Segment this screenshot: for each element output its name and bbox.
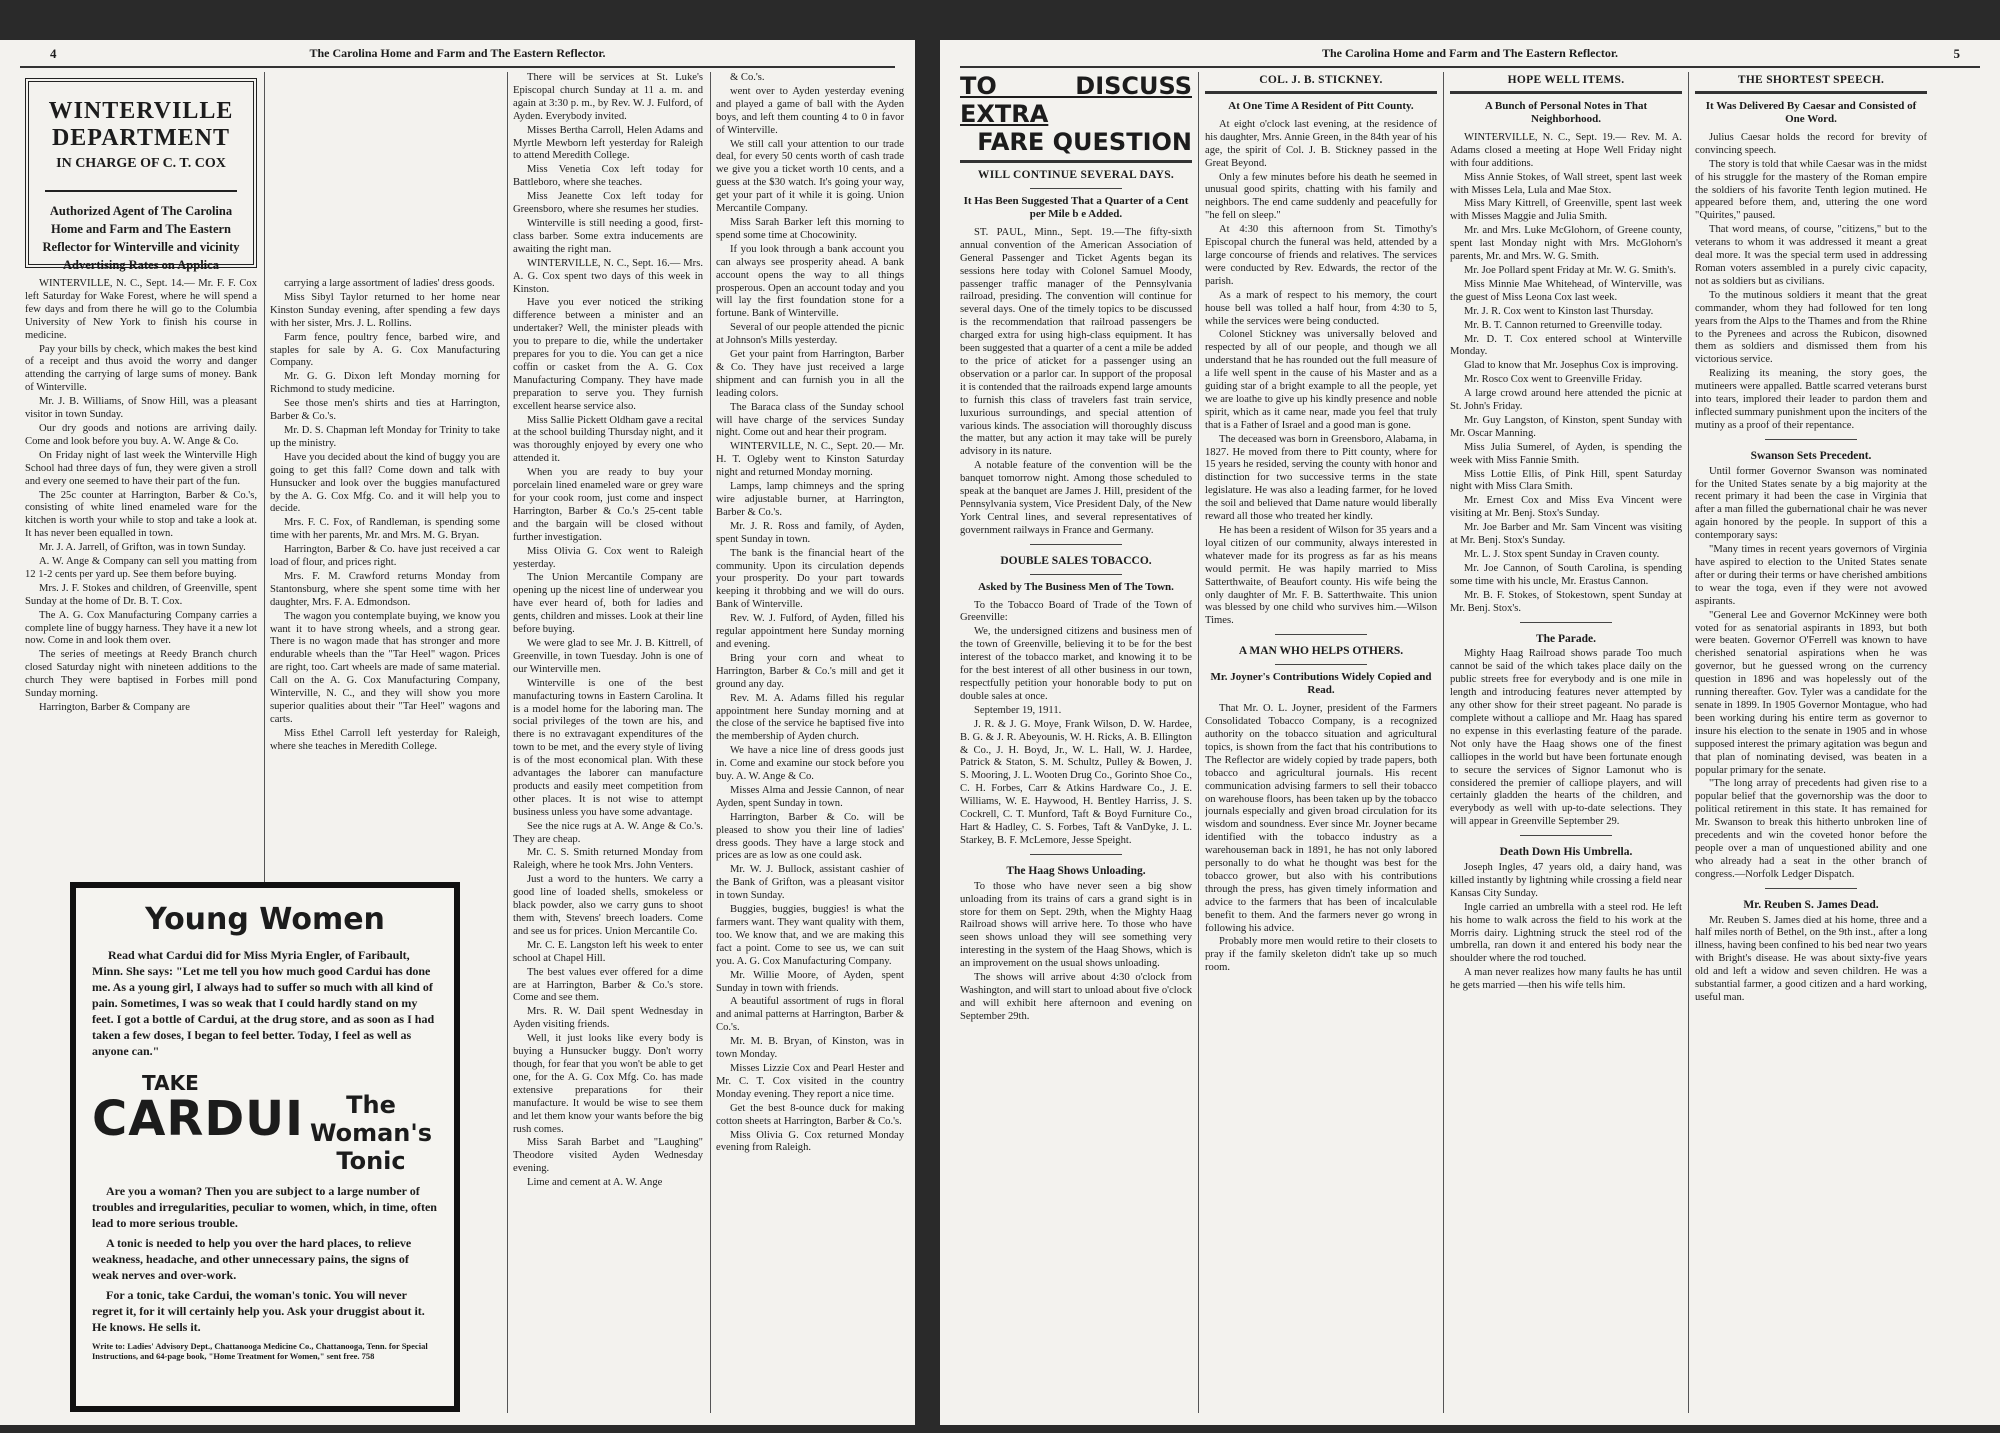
paragraph: A man never realizes how many faults he has until he gets married —then his wife tells him. — [1450, 967, 1682, 992]
box-divider — [45, 190, 237, 192]
headline-rule — [960, 160, 1192, 163]
article-headline: THE SHORTEST SPEECH. — [1737, 74, 1885, 86]
paragraph: Miss Jeanette Cox left today for Greensboro, where she resumes her studies. — [513, 191, 703, 216]
paragraph: Mrs. F. M. Crawford returns Monday from Stantonsburg, where she spent some time with her daughter, Mrs. F. A. Edmondson. — [270, 570, 500, 608]
headline-rule — [1205, 91, 1437, 94]
headline-rule — [1450, 91, 1682, 94]
column-rule — [1443, 72, 1444, 1413]
section-title: The Haag Shows Unloading. — [1006, 864, 1146, 877]
paragraph: Harrington, Barber & Co. have just received a car load of flour, and prices right. — [270, 544, 500, 569]
column-paragraphs — [25, 278, 257, 715]
paragraph: On Friday night of last week the Winterville High School had three days of fun, they were given a stroll and every one seemed to have their part of the fun. — [25, 449, 257, 487]
paragraph: Mr. Guy Langston, of Kinston, spent Sunday with Mr. Oscar Manning. — [1450, 414, 1682, 439]
ad-tonic-label — [304, 1091, 438, 1175]
paragraph: WINTERVILLE, N. C., Sept. 20.— Mr. H. T. Ogleby went to Kinston Saturday night and returned Monday morning. — [716, 441, 904, 479]
right-column-1 — [960, 72, 1192, 1413]
paragraph: Get the best 8-ounce duck for making cotton sheets at Harrington, Barber & Co.'s. — [716, 1102, 904, 1127]
paragraph: A. W. Ange & Company can sell you matting from 12 1-2 cents per yard up. See them before buying. — [25, 556, 257, 580]
divider — [1030, 574, 1123, 575]
paragraph: Misses Bertha Carroll, Helen Adams and Myrtle Mewborn left yesterday for Raleigh to attend Meredith College. — [513, 124, 703, 162]
paragraph: Mr. J. R. Cox went to Kinston last Thursday. — [1464, 305, 1654, 317]
paragraph: Bring your corn and wheat to Harrington, Barber & Co.'s mill and get it ground any day. — [716, 652, 904, 690]
ad-tonic-line2: Woman's Tonic — [309, 1119, 433, 1175]
paragraph: Mr. G. G. Dixon left Monday morning for Richmond to study medicine. — [270, 371, 500, 396]
right-column-3 — [1450, 72, 1682, 1413]
paragraph: J. R. & J. G. Moye, Frank Wilson, D. W. Hardee, B. G. & J. R. Abeyounis, W. H. Ricks, A. B. Ellington & Co., J. H. Boyd, Jr., W. L. Hall, W. J. Hardee, Patrick & Staton, S. M. Schultz, Pulley & Bowen, J. S. Mooring, J. L. Wooten Drug Co., Gorinto Shoe Co., C. H. Forbes, Carr & Atkins Hardware Co., J. E. Williams, W. E. Haywood, H. Bentley Harriss, J. S. Cockrell, C. T. Munford, Taft & Boyd Furniture Co., Hart & Hadley, C. S. Forbes, Taft & VanDyke, J. L. Starkey, B. F. McLemore, Jesse Speight. — [960, 718, 1192, 846]
paragraph: The A. G. Cox Manufacturing Company carries a complete line of buggy harness. They have it a new lot now. Come in and look them over. — [25, 609, 257, 647]
paragraph: The bank is the financial heart of the community. Upon its circulation depends your prosperity. Do your part towards keeping it throbbing and we will do ours. Bank of Winterville. — [716, 547, 904, 611]
page-number: 4 — [50, 46, 57, 61]
paragraph: Rev. W. J. Fulford, of Ayden, filled his regular appointment here Sunday morning and evening. — [716, 613, 904, 650]
paragraph: Mr. Joe Barber and Mr. Sam Vincent was visiting at Mr. Benj. Stox's Sunday. — [1450, 522, 1682, 547]
paragraph: The series of meetings at Reedy Branch church closed Saturday night with nineteen additions to the church They were baptised in Forbes mill pond Sunday morning. — [25, 649, 257, 700]
paragraph: A large crowd around here attended the picnic at St. John's Friday. — [1450, 388, 1682, 413]
divider — [1275, 634, 1368, 635]
column-rule — [1688, 72, 1689, 1413]
paragraph: Ingle carried an umbrella with a steel rod. He left his home to walk across the field to his work at the Morris dairy. Lightning struck the steel rod of the umbrella, ran down it and entered his body near the shoulder where the rod touched. — [1450, 901, 1682, 965]
ad-tonic-line1: The — [346, 1091, 396, 1119]
article-paragraphs — [960, 881, 1192, 1024]
paragraph: Miss Sibyl Taylor returned to her home near Kinston Sunday evening, after spending a few days with her sister, Mrs. J. L. Rollins. — [270, 291, 500, 329]
paragraph: Joseph Ingles, 47 years old, a dairy hand, was killed instantly by lightning while crossing a field near Kansas City Sunday. — [1450, 862, 1682, 899]
paragraph: Mr. J. R. Ross and family, of Ayden, spent Sunday in town. — [716, 520, 904, 545]
divider — [1030, 544, 1123, 545]
paragraph: Until former Governor Swanson was nominated for the United States senate by a big majority at the recent primary it had been the case in Virginia that after a man filled the gubernational chair he was never again honored by the people. In support of this a contemporary says: — [1695, 465, 1927, 542]
paragraph: Have you ever noticed the striking difference between a minister and an undertaker? Well, the minister pleads with you to prepare to die, while the undertaker prepares for you to die. You can get a nice coffin or casket from the A. G. Cox Manufacturing Company. They have made preparation to serve you. They furnish excellent hearse service also. — [513, 297, 703, 412]
paragraph: Harrington, Barber & Co. will be pleased to show you their line of ladies' dress goods. They have a large stock and prices are as low as one could ask. — [716, 811, 904, 862]
paragraph: Mr. L. J. Stox spent Sunday in Craven county. — [1464, 549, 1660, 560]
headline-line1: TO DISCUSS EXTRA — [960, 72, 1192, 128]
article-paragraphs — [1695, 466, 1927, 882]
right-column-4 — [1695, 72, 1927, 1413]
paragraph: Mrs. R. W. Dail spent Wednesday in Ayden visiting friends. — [513, 1006, 703, 1031]
article-paragraphs — [1695, 915, 1927, 1005]
paragraph: The story is told that while Caesar was in the midst of his struggle for the mastery of the Roman empire the soldiers of his favorite Tenth legion mutined. He appeared before them, and, uttering the one word "Quirites," paused. — [1695, 158, 1927, 222]
paragraph: Buggies, buggies, buggies! is what the farmers want. They want quality with them, too. We know that, and we are making this fact a point. Come to see us, we can suit you. A. G. Cox Manufacturing Company. — [716, 904, 904, 967]
subhead: It Has Been Suggested That a Quarter of a Cent per Mile b e Added. — [963, 194, 1189, 220]
paragraph: We still call your attention to our trade deal, for every 50 cents worth of cash trade we give you a ticket worth 10 cents, and a guess at the $30 watch. It's going your way, get your part of it while it is going. Union Mercantile Company. — [716, 138, 904, 215]
paragraph: "Many times in recent years governors of Virginia have aspired to election to the United States senate after or during their terms or have cherished ambitions to wear the toga, even if they were not avowed aspirants. — [1695, 544, 1927, 607]
header-rule — [960, 66, 1980, 68]
paragraph: The Union Mercantile Company are opening up the nicest line of underwear you have ever heard of, both for ladies and gents, children and misses. Look at their line before buying. — [513, 572, 703, 636]
left-newspaper-page — [0, 40, 915, 1425]
paragraph: The deceased was born in Greensboro, Alabama, in 1827. He moved from there to Pitt county, where for 15 years he resided, serving the county with honor and distinction for two successive terms in the state legislature. He was also a leading farmer, for he loved the soil and believed that Dame nature would liberally reward all those who treated her kindly. — [1205, 433, 1437, 523]
section-title: Mr. Reuben S. James Dead. — [1743, 898, 1879, 911]
paragraph: Miss Ethel Carroll left yesterday for Raleigh, where she teaches in Meredith College. — [270, 727, 500, 752]
paragraph: The wagon you contemplate buying, we know you want it to have strong wheels, and a strong gear. There is no wagon made that has stronger and more endurable wheels than the "Tar Heel" wagon. Prices are right, too. Cart wheels are made of same material. Call on the A. G. Cox Manufacturing Company, Winterville, N. C., and they will show you more superior qualities about their "Tar Heel" wagons and carts. — [270, 610, 500, 725]
paragraph: WINTERVILLE, N. C., Sept. 16.— Mrs. A. G. Cox spent two days of this week in Kinston. — [513, 257, 703, 295]
paragraph: Miss Annie Stokes, of Wall street, spent last week with Misses Lela, Lula and Mae Stox. — [1450, 171, 1682, 196]
paragraph: For a tonic, take Cardui, the woman's tonic. You will never regret it, for it will certainly help you. Ask your druggist about it. He knows. He sells it. — [92, 1288, 425, 1334]
headline-rule — [1695, 91, 1927, 94]
divider — [1030, 188, 1123, 189]
article-paragraphs — [1695, 132, 1927, 433]
column-rule — [264, 72, 265, 885]
paragraph: Mr. C. E. Langston left his week to enter school at Chapel Hill. — [513, 939, 703, 964]
paragraph: When you are ready to buy your porcelain lined enameled ware or grey ware for your cook room, just come and inspect Harrington, Barber & Co.'s 25-cent table and the bargain will be closed without further investigation. — [513, 467, 703, 543]
paragraph: The 25c counter at Harrington, Barber & Co.'s, consisting of white lined enameled ware for the kitchen is worth your while to stop and take a look at. It has never been equalled in town. — [25, 489, 257, 540]
paragraph: A tonic is needed to help you over the hard places, to relieve weakness, headache, and other unnecessary pains, the signs of weak nerves and over-work. — [92, 1236, 412, 1282]
paragraph: Winterville is still needing a good, first-class barber. Some extra inducements are awaiting the right man. — [513, 217, 703, 255]
paragraph: A notable feature of the convention will be the banquet tomorrow night. Among those scheduled to speak at the banquet are James J. Hill, president of the Pennsylvania system, Vice President Daly, of the New York Central lines, and several representatives of government railways in France and Germany. — [960, 460, 1192, 536]
paragraph: Lime and cement at A. W. Ange — [527, 1177, 663, 1189]
paragraph: Miss Minnie Mae Whitehead, of Winterville, was the guest of Miss Leona Cox last week. — [1450, 278, 1682, 303]
article-paragraphs — [960, 227, 1192, 538]
paragraph: Misses Alma and Jessie Cannon, of near Ayden, spent Sunday in town. — [716, 784, 904, 809]
section-title: The Parade. — [1535, 632, 1597, 645]
paragraph: Realizing its meaning, the story goes, the mutineers were appalled. Battle scarred veterans burst into tears, implored their leader to pardon them and inflected summary punishment upon the inciters of the mutiny as a proof of their repentance. — [1695, 368, 1927, 431]
left-column-2 — [270, 278, 500, 885]
column-paragraphs — [716, 72, 904, 1155]
paragraph: Probably more men would retire to their closets to pray if the family skeleton didn't take up so much room. — [1205, 936, 1437, 974]
paragraph: Mr. Joe Cannon, of South Carolina, is spending some time with his uncle, Mr. Erastus Cannon. — [1450, 562, 1682, 587]
section-title: A MAN WHO HELPS OTHERS. — [1238, 645, 1404, 658]
paragraph: Mr. Willie Moore, of Ayden, spent Sunday in town with friends. — [716, 969, 904, 994]
ad-testimonial: Read what Cardui did for Miss Myria Engler, of Faribault, Minn. She says: "Let me tell you how much good Cardui has done me. As a young girl, I always had to suffer so much with all kind of pain. Sometimes, I was so weak that I could hardly stand on my feet. I got a bottle of Cardui, at the drug store, and as soon as I had taken a few doses, I began to feel better. Today, I feel as well as anyone can." — [92, 948, 435, 1058]
section-subhead: Mr. Joyner's Contributions Widely Copied and Read. — [1210, 671, 1432, 697]
article-paragraphs — [1450, 648, 1682, 829]
paragraph: Mr. J. A. Jarrell, of Grifton, was in town Sunday. — [39, 542, 246, 554]
paragraph: Are you a woman? Then you are subject to a large number of troubles and irregularities, peculiar to women, which, in time, often lead to more serious trouble. — [92, 1184, 437, 1230]
paragraph: The shows will arrive about 4:30 o'clock from Washington, and will start to unload about five o'clock and will exhibit here afternoon and evening on September 29th. — [960, 972, 1192, 1022]
article-headline: COL. J. B. STICKNEY. — [1259, 74, 1383, 86]
paragraph: That word means, of course, "citizens," but to the veterans to whom it was addressed it meant a great deal more. It was the special term used in addressing Roman voters assembled in a purely civic capacity, not as soldiers but as civilians. — [1695, 224, 1927, 287]
paragraph: Mr. D. T. Cox entered school at Winterville Monday. — [1450, 333, 1682, 358]
right-column-2 — [1205, 72, 1437, 1413]
cardui-advertisement — [70, 882, 460, 1412]
ad-take-label: TAKE — [142, 1071, 199, 1095]
paragraph: We were glad to see Mr. J. B. Kittrell, of Greenville, in town Tuesday. John is one of our Winterville men. — [513, 637, 703, 675]
section-title: Death Down His Umbrella. — [1499, 846, 1633, 859]
paragraph: Harrington, Barber & Company are — [39, 702, 190, 713]
department-description: Authorized Agent of The Carolina Home and Farm and The Eastern Reflector for Winterville and vicinity Advertising Rates on Applica — [42, 204, 240, 272]
paragraph: Only a few minutes before his death he seemed in unusual good spirits, chatting with his family and neighbors. The end came suddenly and peacefully for "he fell on sleep." — [1205, 171, 1437, 222]
paragraph: Mrs. F. C. Fox, of Randleman, is spending some time with her parents, Mr. and Mrs. M. G. Bryan. — [270, 517, 500, 542]
section-title: DOUBLE SALES TOBACCO. — [1000, 554, 1152, 567]
paragraph: Mr. W. J. Bullock, assistant cashier of the Bank of Grifton, was a pleasant visitor in town Sunday. — [716, 864, 904, 902]
paragraph: There will be services at St. Luke's Episcopal church Sunday at 11 a. m. and again at 3:30 p. m., by Rev. W. J. Fulford, of Ayden. Everybody invited. — [513, 72, 703, 122]
paragraph: Mighty Haag Railroad shows parade Too much cannot be said of the which takes place daily on the public streets free for everybody and is one mile in length and introducing features never attempted by any other show for their street pageant. No parade is complete without a calliope and Mr. Haag has spared no expense in this everlasting feature of the parade. Not only have the Haag shows one of the finest calliopes in the world but have been fortunate enough to secure the services of Signor Lamonut who is considered the premier of calliope players, and will certainly gladden the hearts of the children, and everybody as well with up-to-date selections. They will appear in Greenville September 29. — [1450, 648, 1682, 828]
article-subhead: At One Time A Resident of Pitt County. — [1228, 99, 1414, 112]
divider — [1765, 888, 1858, 889]
paragraph: He has been a resident of Wilson for 35 years and a loyal citizen of our community, always interested in whatever made for its progress as far as his means would permit. He was hapily married to Miss Satterthwaite, of Beaufort county. His wife being the only daughter of Mr. F. B. Satterthwaite. This union was blessed by one child who survives him.—Wilson Times. — [1205, 525, 1437, 627]
paragraph: & Co.'s. — [730, 72, 765, 83]
paragraph: Well, it just looks like every body is buying a Hunsucker buggy. Don't worry though, for fear that you won't be able to get one, for the A. G. Cox Mfg. Co. has made extensive preparations for their manufacture. It would be wise to see them and let them know your wants before the big rush comes. — [513, 1033, 703, 1135]
paragraph: Miss Mary Kittrell, of Greenville, spent last week with Misses Maggie and Julia Smith. — [1450, 198, 1682, 223]
ad-brand-name: CARDUI — [92, 1091, 305, 1147]
left-column-1 — [25, 278, 257, 885]
paragraph: "The long array of precedents had given rise to a popular belief that the governorship was the door to political retirement in this state. It has remained for Mr. Swanson to break this hitherto unbroken line of precedents and win the coveted honor before the people over a man of unquestioned ability and one who already had a seat in the other branch of congress.—Norfolk Ledger Dispatch. — [1695, 778, 1927, 880]
department-title: WINTERVILLE DEPARTMENT — [48, 98, 234, 151]
section-title: Swanson Sets Precedent. — [1750, 449, 1872, 462]
left-column-3 — [513, 72, 703, 1413]
article-subhead: It Was Delivered By Caesar and Consisted of One Word. — [1705, 99, 1917, 125]
divider — [1765, 439, 1858, 440]
running-head — [0, 46, 915, 64]
paragraph: Mr. and Mrs. Luke McGlohorn, of Greene county, spent last Monday night with Mrs. McGlohorn's parents, Mr. and Mrs. W. G. Smith. — [1450, 225, 1682, 263]
paragraph: Miss Julia Sumerel, of Ayden, is spending the week with Miss Fannie Smith. — [1450, 441, 1682, 466]
header-rule — [20, 66, 895, 68]
right-newspaper-page — [940, 40, 2000, 1425]
page-number: 5 — [1953, 46, 1960, 61]
paragraph: That Mr. O. L. Joyner, president of the Farmers Consolidated Tobacco Company, is a recognized authority on the tobacco situation and agricultural topics, is shown from the fact that his contributions to The Reflector are widely copied by trade papers, both tobacco and agricultural journals. His recent communication advising farmers to sell their tobacco on warehouse floors, has been taken up by the tobacco journals especially and given broad circulation for its wisdom and soundness. Ever since Mr. Joyner became identified with the tobacco industry as a warehouseman back in 1891, he has not only labored personally to do what he thought was best for the tobacco grower, but also with his contributions through the press, has given timely information and advice to the farmers that has been of incalculable benefit to them. And the farmers never go wrong in following his advice. — [1205, 703, 1437, 934]
paragraph: If you look through a bank account you can always see prosperity ahead. A bank account opens the way to all things prosperous. Open an account today and you will lay the first foundation stone for a fortune. Bank of Winterville. — [716, 243, 904, 320]
paragraph: Have you decided about the kind of buggy you are going to get this fall? Come down and talk with Hunsucker and look over the buggies manufactured by the A. G. Cox Mfg. Co. and it will help you to decide. — [270, 451, 500, 515]
paragraph: Glad to know that Mr. Josephus Cox is improving. — [1464, 360, 1679, 372]
paragraph: A beautiful assortment of rugs in floral and animal patterns at Harrington, Barber & Co.'s. — [716, 996, 904, 1034]
column-rule — [710, 72, 711, 1413]
paragraph: Mr. Joe Pollard spent Friday at Mr. W. G. Smith's. — [1464, 264, 1677, 276]
ad-body — [92, 1183, 438, 1335]
paragraph: Mr. Rosco Cox went to Greenville Friday. — [1464, 374, 1643, 386]
paragraph: As a mark of respect to his memory, the court house bell was tolled a half hour, from 4:30 to 5, while the services were being conducted. — [1205, 289, 1437, 327]
paragraph: Pay your bills by check, which makes the best kind of a receipt and thus avoid the worry and danger attending the carrying of large sums of money. Bank of Winterville. — [25, 343, 257, 394]
paragraph: Miss Olivia G. Cox returned Monday evening from Raleigh. — [716, 1129, 904, 1154]
paragraph: went over to Ayden yesterday evening and played a game of ball with the Ayden boys, and left them counting 4 to 0 in favor of Winterville. — [716, 85, 904, 136]
paragraph: Our dry goods and notions are arriving daily. Come and look before you buy. A. W. Ange & Co. — [25, 422, 257, 447]
running-head-title: The Carolina Home and Farm and The Eastern Reflector. — [309, 46, 606, 60]
column-paragraphs — [270, 278, 500, 754]
paragraph: Miss Olivia G. Cox went to Raleigh yesterday. — [513, 545, 703, 570]
paragraph: Mr. B. T. Cannon returned to Greenville today. — [1464, 319, 1663, 331]
paragraph: Miss Venetia Cox left today for Battleboro, where she teaches. — [513, 164, 703, 189]
subhead: WILL CONTINUE SEVERAL DAYS. — [977, 169, 1175, 181]
paragraph: At eight o'clock last evening, at the residence of his daughter, Mrs. Annie Green, in the 84th year of his age, the spirit of Col. J. B. Stickney passed in the Great Beyond. — [1205, 118, 1437, 169]
paragraph: Winterville is one of the best manufacturing towns in Eastern Carolina. It is a model home for the laboring man. The social privileges of the town are his, and there is no extravagant expenditures of the town to be met, and the every style of living is of the most economical plan. With these advantages the laborer can manufacture products and easily meet competition from other places. It is not wise to attempt business unless you have some advantage. — [513, 677, 703, 818]
extra-fare-headline — [960, 72, 1192, 156]
running-head-title: The Carolina Home and Farm and The Eastern Reflector. — [1321, 46, 1619, 60]
paragraph: Lamps, lamp chimneys and the spring wire adjustable burner, at Harrington, Barber & Co.'s. — [716, 481, 904, 518]
paragraph: WINTERVILLE, N. C., Sept. 14.— Mr. F. F. Cox left Saturday for Wake Forest, where he will spend a few days and from there he will go to the Columbia University of New York to finish his course in medicine. — [25, 278, 257, 341]
paragraph: Mr. M. B. Bryan, of Kinston, was in town Monday. — [716, 1036, 904, 1061]
paragraph: Get your paint from Harrington, Barber & Co. They have just received a large shipment and can furnish you in all the leading colors. — [716, 349, 904, 399]
column-paragraphs — [513, 72, 703, 1190]
paragraph: At 4:30 this afternoon from St. Timothy's Episcopal church the funeral was held, attended by a large concourse of friends and relatives. The services were conducted by Rev. Edwards, the rector of the parish. — [1205, 224, 1437, 287]
paragraph: September 19, 1911. — [974, 704, 1062, 716]
divider — [1275, 664, 1368, 665]
paragraph: The Baraca class of the Sunday school will have charge of the services Sunday night. Come out and hear their program. — [716, 401, 904, 439]
paragraph: "General Lee and Governor McKinney were both voted for as senatorial aspirants in 1893, but both were beaten. Governor O'Ferrell was known to have cherished senatorial aspirations when he was governor, but he guessed wrong on the currency question in 1896 and was hopelessly out of the running thereafter. Gov. Tyler was a candidate for the senate in 1899. In 1905 Governor Montague, who had been working during his entire term as governor to insure his election to the senate in 1905 and in whose supposed interest the primary agitation was begun and that plan of nominating devised, was beaten in a popular primary for the senate. — [1695, 609, 1927, 776]
paragraph: Misses Lizzie Cox and Pearl Hester and Mr. C. T. Cox visited in the country Monday evening. They report a nice time. — [716, 1062, 904, 1100]
paragraph: Just a word to the hunters. We carry a good line of loaded shells, smokeless or black powder, also we carry guns to shoot them with, Stevens' breech loaders. Come and see us for prices. Union Mercantile Co. — [513, 874, 703, 937]
divider — [1520, 835, 1613, 836]
paragraph: Miss Sarah Barker left this morning to spend some time at Chocowinity. — [716, 216, 904, 241]
paragraph: carrying a large assortment of ladies' dress goods. — [284, 278, 495, 289]
paragraph: Mr. Reuben S. James died at his home, three and a half miles north of Bethel, on the 9th inst., after a long illness, having been confined to his bed near two years with Bright's disease. He was about sixty-five years old and left a widow and seven children. He was a substantial farmer, a good citizen and a hard working, useful man. — [1695, 914, 1927, 1003]
paragraph: Several of our people attended the picnic at Johnson's Mills yesterday. — [716, 322, 904, 347]
column-rule — [1198, 72, 1199, 1413]
left-column-4 — [716, 72, 904, 1413]
article-paragraphs — [960, 600, 1192, 848]
paragraph: See those men's shirts and ties at Harrington, Barber & Co.'s. — [270, 398, 500, 423]
ad-title: Young Women — [145, 902, 385, 937]
article-headline: HOPE WELL ITEMS. — [1507, 74, 1625, 86]
paragraph: Farm fence, poultry fence, barbed wire, and staples for sale by A. G. Cox Manufacturing Company. — [270, 331, 500, 369]
paragraph: Julius Caesar holds the record for brevity of convincing speech. — [1695, 131, 1927, 156]
column-rule — [507, 72, 508, 1413]
paragraph: WINTERVILLE, N. C., Sept. 19.— Rev. M. A. Adams closed a meeting at Hope Well Friday night with four additions. — [1450, 131, 1682, 169]
paragraph: To the Tobacco Board of Trade of the Town of Greenville: — [960, 599, 1192, 624]
section-subhead: Asked by The Business Men of The Town. — [978, 580, 1174, 593]
paragraph: Mr. Ernest Cox and Miss Eva Vincent were visiting at Mr. Benj. Stox's Sunday. — [1450, 495, 1682, 520]
paragraph: We have a nice line of dress goods just in. Come and examine our stock before you buy. A. W. Ange & Co. — [716, 745, 904, 783]
paragraph: To the mutinous soldiers it meant that the great commander, whom they had followed for ten long years from the Alps to the Thames and from the Rhine to the Pyrenees and across the Rubicon, disowned them as soldiers and dismissed them from his victorious service. — [1695, 289, 1927, 366]
paragraph: Mr. J. B. Williams, of Snow Hill, was a pleasant visitor in town Sunday. — [25, 396, 257, 421]
paragraph: ST. PAUL, Minn., Sept. 19.—The fifty-sixth annual convention of the American Association of General Passenger and Ticket Agents began its sessions here today with Colonel Samuel Moody, passenger traffic manager of the Pennsylvania railroad, presiding. The convention will continue for several days. One of the timely topics to be discussed is the recommendation that railroad passengers be charged extra for using high-class equipment. It has been suggested that a quarter of a cent a mile be added to the price of aticket for a passenger using an observation or a parlor car. In support of the proposal it is contended that the railroads expend large amounts to furnish this class of travelers fast train service, luxurious surroundings, and special attention of various kinds. The association will thoroughly discuss the matter, but any action it may take will be purely advisory in its nature. — [960, 226, 1192, 458]
ad-footer: Write to: Ladies' Advisory Dept., Chattanooga Medicine Co., Chattanooga, Tenn. for Special Instructions, and 64-page book, "Home Treatment for Women," sent free. 758 — [92, 1341, 428, 1361]
winterville-department-box — [25, 78, 257, 272]
paragraph: See the nice rugs at A. W. Ange & Co.'s. They are cheap. — [513, 820, 703, 845]
article-paragraphs — [1205, 119, 1437, 628]
paragraph: Mr. C. S. Smith returned Monday from Raleigh, where he took Mrs. John Venters. — [513, 847, 703, 872]
divider — [1030, 854, 1123, 855]
paragraph: Mr. D. S. Chapman left Monday for Trinity to take up the ministry. — [270, 424, 500, 449]
paragraph: Mr. B. F. Stokes, of Stokestown, spent Sunday at Mr. Benj. Stox's. — [1450, 589, 1682, 614]
paragraph: Rev. M. A. Adams filled his regular appointment here Sunday morning and at the close of the service he baptised five into the membership of Ayden church. — [716, 692, 904, 743]
headline-line2: FARE QUESTION — [977, 128, 1192, 156]
article-paragraphs — [1205, 703, 1437, 975]
paragraph: The best values ever offered for a dime are at Harrington, Barber & Co.'s store. Come and see them. — [513, 966, 703, 1004]
divider — [1520, 622, 1613, 623]
paragraph: We, the undersigned citizens and business men of the town of Greenville, believing it to be for the best interest of the tobacco market, and knowing it to be for the best interest of all other business in our town, respectfully petition your honorable body to put on double sales at once. — [960, 626, 1192, 702]
paragraph: Miss Sarah Barbet and "Laughing" Theodore visited Ayden Wednesday evening. — [513, 1137, 703, 1175]
ad-brand-row — [92, 1091, 438, 1175]
article-paragraphs — [1450, 132, 1682, 616]
running-head — [940, 46, 2000, 64]
paragraph: Miss Sallie Pickett Oldham gave a recital at the school building Thursday night, and it was thoroughly enjoyed by every one who attended it. — [513, 414, 703, 465]
department-subtitle: IN CHARGE OF C. T. COX — [56, 156, 226, 171]
paragraph: Colonel Stickney was universally beloved and respected by all of our people, and though we all understand that he has rounded out the full measure of a life well spent in the cause of his Master and as a guiding star of a bright example to all the people, yet we are loathe to give up his kindly presence and noble spirit, which as it came near, made you feel that truly that is a Father of Israel and a good man is gone. — [1205, 329, 1437, 431]
article-paragraphs — [1450, 862, 1682, 993]
paragraph: Miss Lottie Ellis, of Pink Hill, spent Saturday night with Miss Clara Smith. — [1450, 468, 1682, 493]
article-subhead: A Bunch of Personal Notes in That Neighborhood. — [1484, 99, 1648, 125]
paragraph: Mrs. J. F. Stokes and children, of Greenville, spent Sunday at the home of Dr. B. T. Cox. — [25, 582, 257, 607]
paragraph: To those who have never seen a big show unloading from its trains of cars a grand sight is in store for them on Sept. 29th, when the Mighty Haag Railroad shows will arrive here. To those who have seen shows unload they will see something very interesting in the system of the Haag Shows, which is an improvement on the usual shows unloading. — [960, 880, 1192, 970]
